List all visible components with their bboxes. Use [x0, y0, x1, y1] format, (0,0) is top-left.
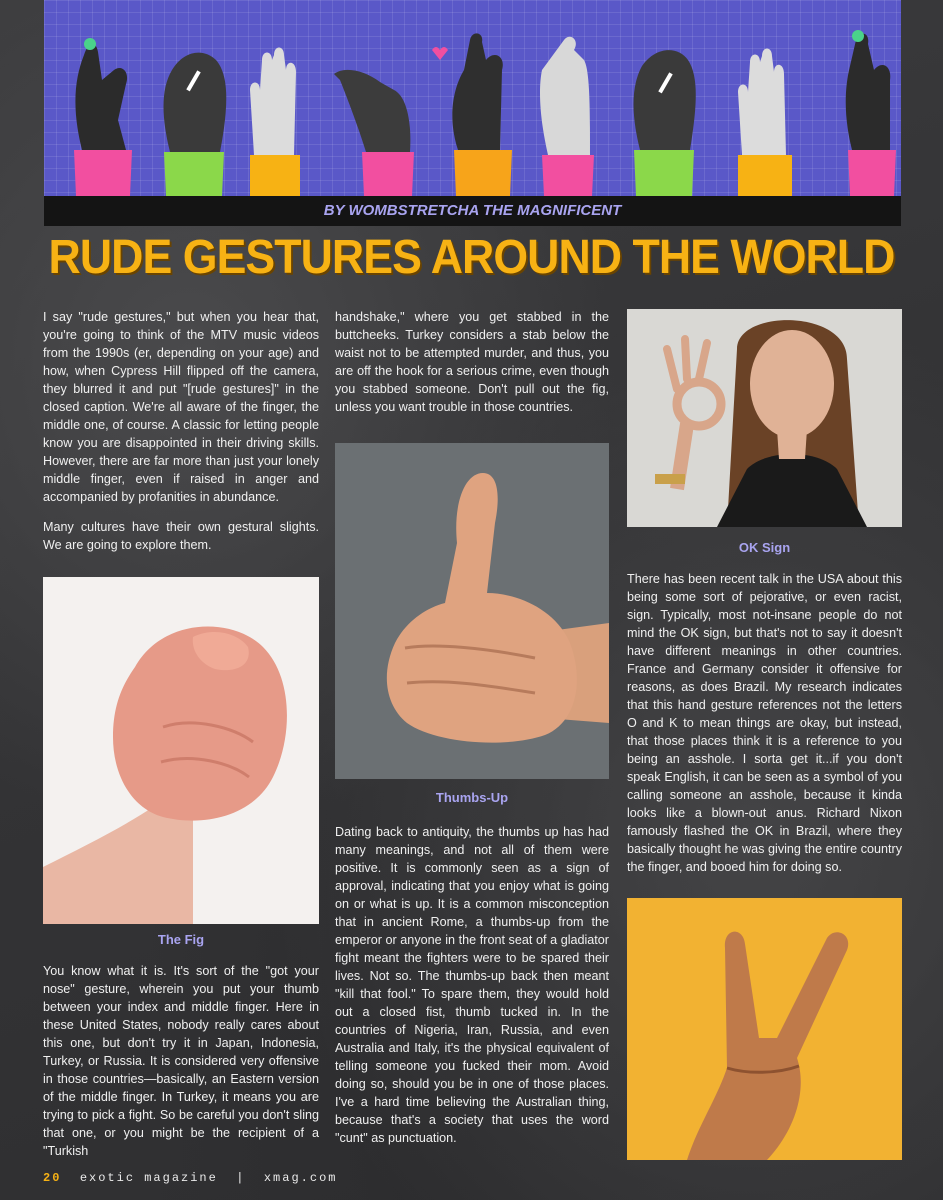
cultures-paragraph: Many cultures have their own gestural slights. We are going to explore them. — [43, 520, 319, 552]
column-1-bottom — [43, 962, 319, 1160]
byline-bar — [44, 196, 901, 226]
column-2-bottom — [335, 823, 609, 1147]
hand-9 — [846, 30, 896, 196]
column-1-top — [43, 308, 319, 554]
article-title: RUDE GESTURES AROUND THE WORLD — [48, 231, 895, 284]
hand-5 — [432, 33, 512, 196]
ok-sign-paragraph: There has been recent talk in the USA about this being some sort of pejorative, or even racist, sign. Typically, most not-insane people do not mind the OK sign, but that's not to say it doesn't have different meanings in other countries. France and Germany consider it offensive for reasons, as does Brazil. My research indicates that this hand gesture references not the letters O and K to mean things are okay, but instead, that those places think it is a reference to you being an asshole. I sorta get it...if you don't speak English, it can be seen as a symbol of you calling someone an asshole, because it kinda looks like a blown-out anus. Richard Nixon famously flashed the OK in Brazil, where they basically thought he was giving the entire country the finger, and booed him for doing so. — [627, 572, 902, 874]
hand-4 — [334, 70, 414, 196]
fig-caption: The Fig — [157, 932, 205, 947]
footer-separator: | — [236, 1171, 246, 1185]
hand-6 — [540, 37, 594, 196]
fig-photo — [43, 577, 319, 924]
page-number: 20 — [43, 1171, 62, 1185]
column-3 — [627, 570, 902, 876]
hand-3 — [250, 48, 300, 197]
ok-sign-photo — [627, 309, 902, 527]
thumbs-up-photo — [335, 443, 609, 779]
page-footer — [43, 1171, 337, 1185]
turkish-handshake-paragraph: handshake," where you get stabbed in the buttcheeks. Turkey considers a stab below the waist not to be attempted murder, and thus, you are off the hook for a serious crime, even though you stabbed someone. Don't pull out the fig, unless you want trouble in those countries. — [335, 310, 609, 414]
byline: BY WOMBSTRETCHA THE MAGNIFICENT — [323, 202, 622, 219]
hand-7 — [634, 50, 696, 196]
column-2-top — [335, 308, 609, 416]
thumbs-up-caption: Thumbs-Up — [435, 790, 509, 805]
header-illustration — [44, 0, 901, 196]
hand-8 — [738, 49, 792, 197]
thumbs-up-paragraph: Dating back to antiquity, the thumbs up has had many meanings, and not all of them were positive. It is commonly seen as a sign of approval, indicating that you enjoy what is going on or what is up. It is a common misconception that in ancient Rome, a thumbs-up from the emperor or anyone in the front seat of a gladiator fight meant the fighters were to be spared their lives. Not so. The thumbs-up back then meant "kill that fool." To spare them, they would hold out a closed fist, thumb tucked in. In the countries of Nigeria, Iran, Russia, and even Australia and Italy, it's the physical equivalent of telling someone you fucked their mom. Avoid doing so, should you be in one of those places. I've a hard time believing the Australian thing, because that's a society that uses the word "cunt" as punctuation. — [335, 825, 609, 1145]
website-link[interactable]: xmag.com — [263, 1171, 338, 1185]
magazine-name: exotic magazine — [79, 1171, 218, 1185]
intro-paragraph: I say "rude gestures," but when you hear that, you're going to think of the MTV music videos from the 1990s (er, depending on your age) and how, when Cypress Hill flipped off the camera, they blurred it and put "[rude gestures]" in the closed caption. We're all aware of the finger, the middle one, of course. A classic for letting people know you are disappointed in their driving skills. However, there are far more than just your lonely middle finger, even if raised in anger and accompanied by profanities in abundance. — [43, 310, 319, 504]
peace-sign-photo — [627, 898, 902, 1160]
hand-gestures-illustration — [44, 0, 901, 196]
fig-paragraph: You know what it is. It's sort of the "got your nose" gesture, wherein you put your thumb between your index and middle finger. Here in these United States, nobody really cares about this one, but don't try it in Japan, Indonesia, Turkey, or Russia. It is considered very offensive in those countries—basically, an Eastern version of the middle finger. In Turkey, it means you are trying to pick a fight. So be careful you don't sling that one, or you might be the recipient of a "Turkish — [43, 964, 319, 1158]
hand-1 — [74, 38, 132, 196]
ok-sign-caption: OK Sign — [738, 540, 791, 555]
hand-2 — [164, 53, 227, 196]
